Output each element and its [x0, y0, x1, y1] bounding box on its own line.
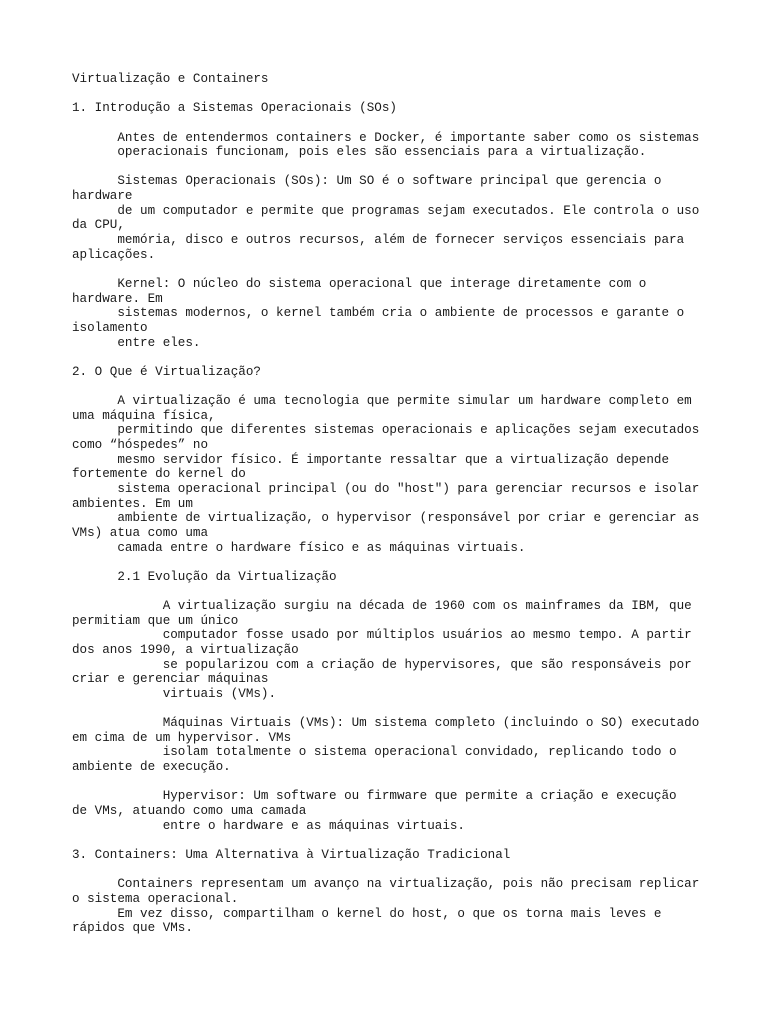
text-line: 2. O Que é Virtualização? [72, 364, 261, 379]
text-line [72, 863, 704, 878]
text-line: dos anos 1990, a virtualização [72, 642, 299, 657]
text-line: ambiente de virtualização, o hypervisor (responsável por criar e gerenciar as [72, 511, 700, 526]
text-line: hardware. Em [72, 291, 163, 306]
text-line [72, 379, 704, 394]
text-line: se popularizou com a criação de hypervisores, que são responsáveis por [72, 657, 692, 672]
text-line: Em vez disso, compartilham o kernel do host, o que os torna mais leves e [72, 906, 662, 921]
text-line [72, 350, 704, 365]
text-line: em cima de um hypervisor. VMs [72, 730, 292, 745]
text-line: Sistemas Operacionais (SOs): Um SO é o software principal que gerencia o [72, 174, 662, 189]
text-line: Hypervisor: Um software ou firmware que permite a criação e execução [72, 789, 677, 804]
text-line: isolam totalmente o sistema operacional convidado, replicando todo o [72, 745, 677, 760]
text-line: 2.1 Evolução da Virtualização [72, 569, 337, 584]
text-line: virtuais (VMs). [72, 686, 277, 701]
text-line: criar e gerenciar máquinas [72, 672, 269, 687]
text-line: A virtualização surgiu na década de 1960 com os mainframes da IBM, que [72, 599, 692, 614]
text-line: rápidos que VMs. [72, 921, 193, 936]
text-line: 3. Containers: Uma Alternativa à Virtualização Tradicional [72, 847, 511, 862]
text-line [72, 262, 704, 277]
text-line: entre o hardware e as máquinas virtuais. [72, 818, 465, 833]
document-page [72, 72, 704, 936]
text-line: Kernel: O núcleo do sistema operacional que interage diretamente com o [72, 276, 647, 291]
text-line: ambientes. Em um [72, 496, 193, 511]
text-line: isolamento [72, 320, 148, 335]
text-line [72, 775, 704, 790]
text-line [72, 584, 704, 599]
text-line: uma máquina física, [72, 408, 216, 423]
text-line [72, 87, 704, 102]
text-line [72, 702, 704, 717]
text-line: permitindo que diferentes sistemas operacionais e aplicações sejam executados [72, 423, 700, 438]
text-line: como “hóspedes” no [72, 438, 209, 453]
text-line: operacionais funcionam, pois eles são essenciais para a virtualização. [72, 145, 647, 160]
text-line: VMs) atua como uma [72, 525, 209, 540]
text-line: Virtualização e Containers [72, 72, 269, 86]
text-line: sistemas modernos, o kernel também cria o ambiente de processos e garante o [72, 306, 685, 321]
text-line: o sistema operacional. [72, 891, 239, 906]
text-line: memória, disco e outros recursos, além de fornecer serviços essenciais para [72, 233, 685, 248]
text-line: da CPU, [72, 218, 125, 233]
text-line [72, 116, 704, 131]
text-line: fortemente do kernel do [72, 467, 246, 482]
text-line: computador fosse usado por múltiplos usuários ao mesmo tempo. A partir [72, 628, 692, 643]
text-line: sistema operacional principal (ou do "host") para gerenciar recursos e isolar [72, 481, 700, 496]
text-line: mesmo servidor físico. É importante ressaltar que a virtualização depende [72, 452, 670, 467]
text-line [72, 833, 704, 848]
text-line: entre eles. [72, 335, 201, 350]
text-line: camada entre o hardware físico e as máquinas virtuais. [72, 540, 526, 555]
text-line [72, 160, 704, 175]
text-line: Antes de entendermos containers e Docker, é importante saber como os sistemas [72, 130, 700, 145]
text-line: Máquinas Virtuais (VMs): Um sistema completo (incluindo o SO) executado [72, 716, 700, 731]
text-line: A virtualização é uma tecnologia que permite simular um hardware completo em [72, 394, 692, 409]
text-line: 1. Introdução a Sistemas Operacionais (SOs) [72, 101, 397, 116]
text-line: hardware [72, 189, 133, 204]
text-line: aplicações. [72, 247, 156, 262]
text-line: de um computador e permite que programas sejam executados. Ele controla o uso [72, 203, 700, 218]
text-line: ambiente de execução. [72, 760, 231, 775]
text-line [72, 555, 704, 570]
text-line: permitiam que um único [72, 613, 239, 628]
text-line: de VMs, atuando como uma camada [72, 804, 307, 819]
text-line: Containers representam um avanço na virtualização, pois não precisam replicar [72, 877, 700, 892]
